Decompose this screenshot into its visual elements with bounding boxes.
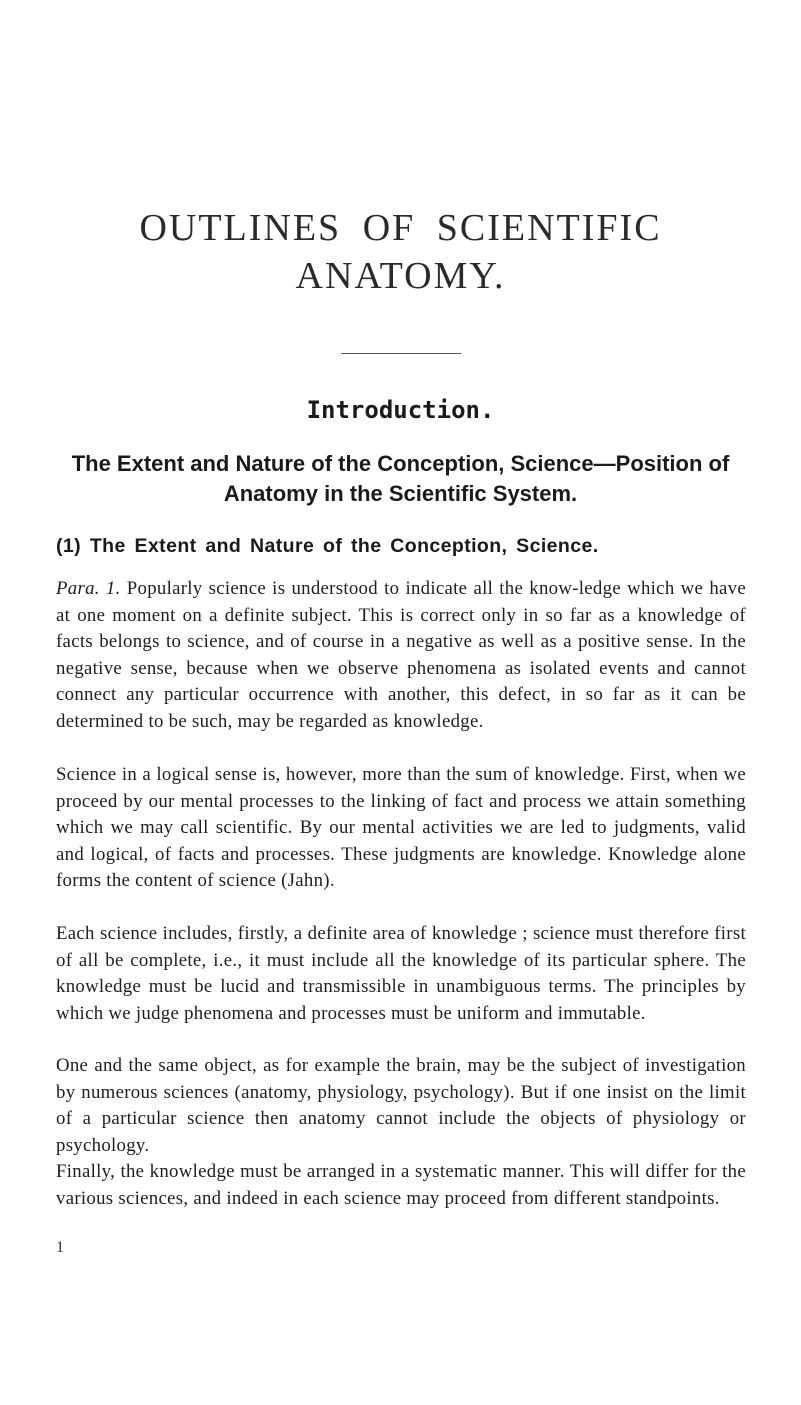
paragraph-3: Each science includes, firstly, a definite area of knowledge ; science must therefore first of all be complete, i.e., it must include all the knowledge of its particular sphere. The knowledge must be lucid and transmissible in unambiguous terms. The principles by which we judge phenomena and processes must be uniform and immutable. (56, 923, 746, 1024)
document-title-line-1: OUTLINES OF SCIENTIFIC (139, 207, 662, 249)
document-title-line-2: ANATOMY. (295, 255, 506, 297)
paragraph-1 (56, 576, 746, 735)
chapter-subtitle: The Extent and Nature of the Conception, Science—Position of Anatomy in the Scientific System. (71, 451, 730, 506)
paragraph-text: Popularly science is understood to indicate all the know-ledge which we have at one moment on a definite subject. This is correct only in so far as a knowledge of facts belongs to science, and of course in a negative as well as a positive sense. In the negative sense, because when we observe phenomena as isolated events and cannot connect any particular occurrence with another, this defect, in so far as it can be determined to be such, may be regarded as knowledge. (56, 578, 746, 732)
paragraph-5: Finally, the knowledge must be arranged in a systematic manner. This will differ for the various sciences, and indeed in each science may proceed from different standpoints. (56, 1161, 746, 1209)
title-divider (341, 353, 461, 354)
section-heading: Introduction. (306, 396, 495, 424)
page-number: 1 (56, 1239, 64, 1256)
paragraph-label: Para. 1. (56, 578, 121, 599)
paragraph-4: One and the same object, as for example the brain, may be the subject of investigation by numerous sciences (anatomy, physiology, psychology). But if one insist on the limit of a particular science then anatomy cannot include the objects of physiology or psychology. (56, 1055, 746, 1156)
paragraph-2: Science in a logical sense is, however, more than the sum of knowledge. First, when we proceed by our mental processes to the linking of fact and process we attain something which we may call scientific. By our mental activities we are led to judgments, valid and logical, of facts and processes. These judgments are knowledge. Knowledge alone forms the content of science (Jahn). (56, 764, 746, 891)
numbered-heading: (1) The Extent and Nature of the Conception, Science. (56, 535, 599, 557)
